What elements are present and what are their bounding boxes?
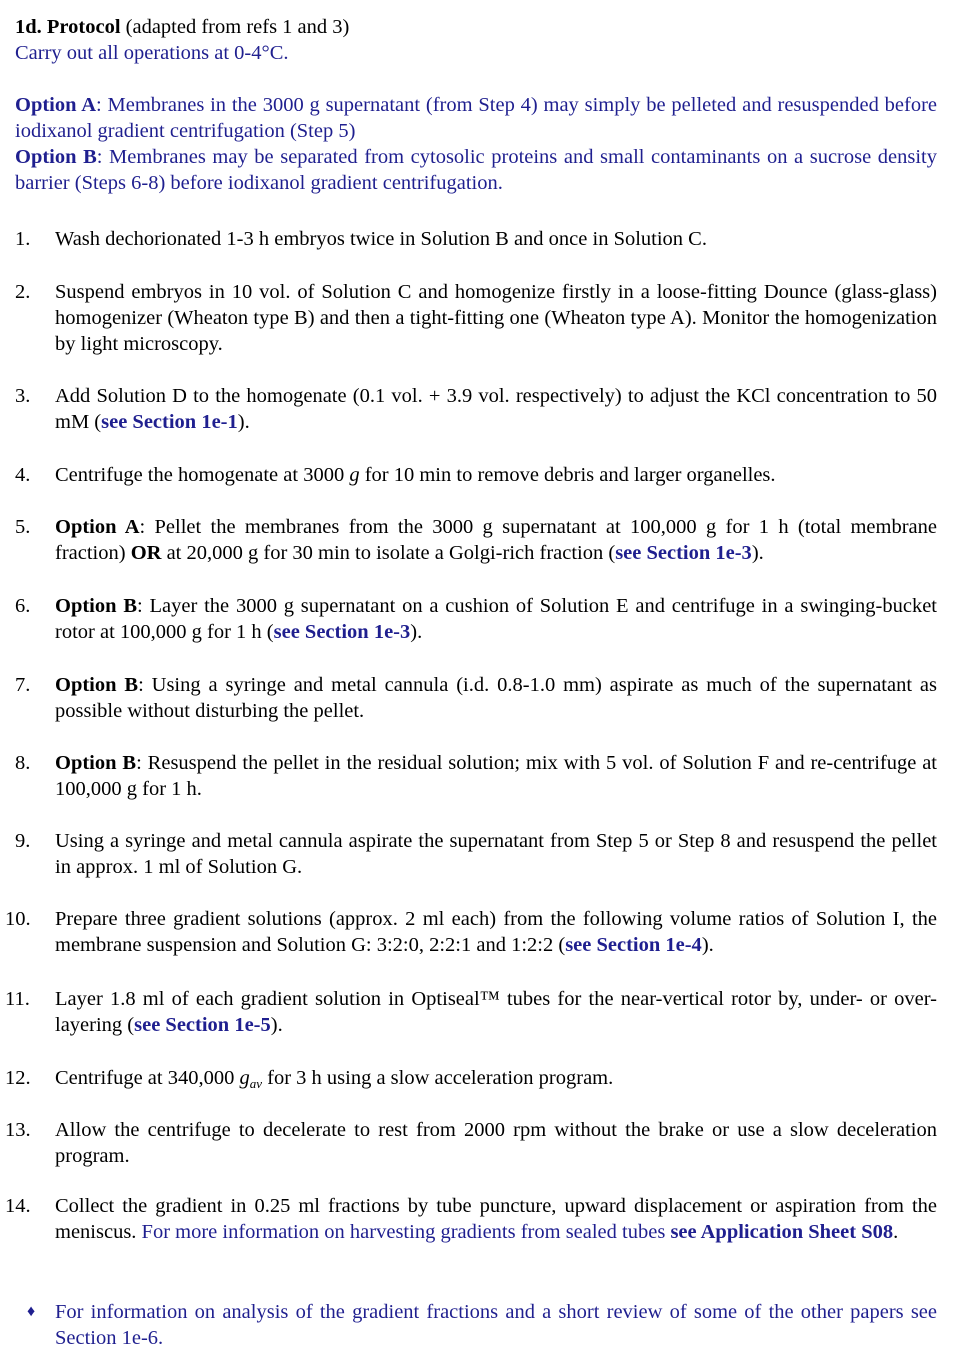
step-text: Layer 1.8 ml of each gradient solution in Optiseal™ tubes for the near-vertical rotor by, under- or over-layering (see Section 1e-5). <box>55 988 937 1036</box>
step-text: Option A: Pellet the membranes from the 3000 g supernatant at 100,000 g for 1 h (total membrane fraction) OR at 20,000 g for 30 min to isolate a Golgi-rich fraction (see Section 1e-3). <box>55 516 937 564</box>
step-number: 4. <box>15 464 31 486</box>
temperature-note: Carry out all operations at 0-4°C. <box>15 42 289 64</box>
step-number: 3. <box>15 385 31 407</box>
option-a-text: : Membranes in the 3000 g supernatant (from Step 4) may simply be pelleted and resuspended before iodixanol gradient centrifugation (Step 5) <box>15 94 937 142</box>
step-text: Allow the centrifuge to decelerate to rest from 2000 rpm without the brake or use a slow deceleration program. <box>55 1119 937 1167</box>
bullet-text: For information on analysis of the gradient fractions and a short review of some of the other papers see Section 1e-6. <box>55 1301 937 1349</box>
option-label: Option B <box>55 752 137 774</box>
step-number: 1. <box>15 228 31 250</box>
step-text: Option B: Resuspend the pellet in the residual solution; mix with 5 vol. of Solution F and re-centrifuge at 100,000 g for 1 h. <box>55 752 937 800</box>
diamond-bullet-icon: ♦ <box>27 1303 36 1320</box>
option-label: Option A <box>55 516 140 538</box>
step-number: 7. <box>15 674 31 696</box>
application-sheet-link[interactable]: see Application Sheet S08 <box>670 1221 894 1243</box>
step-text: Collect the gradient in 0.25 ml fractions by tube puncture, upward displacement or aspiration from the meniscus. For more information on harvesting gradients from sealed tubes see Application Sheet S08. <box>55 1195 937 1243</box>
option-b-label: Option B <box>15 146 97 168</box>
step-text: Suspend embryos in 10 vol. of Solution C and homogenize firstly in a loose-fitting Dounce (glass-glass) homogenizer (Wheaton type B) and then a tight-fitting one (Wheaton type A). Monitor the homogenization by light microscopy. <box>55 281 937 355</box>
step-text: Add Solution D to the homogenate (0.1 vol. + 3.9 vol. respectively) to adjust the KCl concentration to 50 mM (see Section 1e-1). <box>55 385 937 433</box>
section-link[interactable]: see Section 1e-3 <box>273 621 411 643</box>
section-link[interactable]: see Section 1e-3 <box>615 542 752 564</box>
option-a-label: Option A <box>15 94 97 116</box>
step-text: Option B: Layer the 3000 g supernatant on a cushion of Solution E and centrifuge in a swinging-bucket rotor at 100,000 g for 1 h (see Section 1e-3). <box>55 595 937 643</box>
options-block <box>15 92 937 196</box>
step-number: 11. <box>5 988 30 1010</box>
step-number: 6. <box>15 595 31 617</box>
option-b-text: : Membranes may be separated from cytosolic proteins and small contaminants on a sucrose density barrier (Steps 6-8) before iodixanol gradient centrifugation. <box>15 146 937 194</box>
step-text: Centrifuge at 340,000 $g_{av}$ for 3 h using a slow acceleration program. <box>55 1067 614 1091</box>
step-number: 13. <box>5 1119 31 1141</box>
step-text: Centrifuge the homogenate at 3000 g for 10 min to remove debris and larger organelles. <box>55 464 776 486</box>
step-number: 2. <box>15 281 31 303</box>
step-text: Using a syringe and metal cannula aspirate the supernatant from Step 5 or Step 8 and resuspend the pellet in approx. 1 ml of Solution G. <box>55 830 937 878</box>
step-text: Wash dechorionated 1-3 h embryos twice in Solution B and once in Solution C. <box>55 228 707 250</box>
step-number: 14. <box>5 1195 31 1217</box>
section-link[interactable]: see Section 1e-5 <box>134 1014 271 1036</box>
section-link[interactable]: see Section 1e-4 <box>565 934 702 956</box>
option-label: Option B <box>55 595 137 617</box>
step-number: 10. <box>5 908 31 930</box>
heading-number: 1d. Protocol <box>15 16 121 38</box>
option-label: Option B <box>55 674 139 696</box>
step-number: 8. <box>15 752 31 774</box>
section-heading <box>15 14 937 40</box>
option-b-paragraph <box>15 144 937 196</box>
protocol-page <box>15 14 937 196</box>
step-text: Prepare three gradient solutions (approx. 2 ml each) from the following volume ratios of Solution I, the membrane suspension and Solution G: 3:2:0, 2:2:1 and 1:2:2 (see Section 1e-4). <box>55 908 937 956</box>
step-number: 5. <box>15 516 31 538</box>
section-link[interactable]: see Section 1e-1 <box>101 411 238 433</box>
step-number: 9. <box>15 830 31 852</box>
heading-note: (adapted from refs 1 and 3) <box>125 16 350 38</box>
step-text: Option B: Using a syringe and metal cannula (i.d. 0.8-1.0 mm) aspirate as much of the supernatant as possible without disturbing the pellet. <box>55 674 937 722</box>
step-number: 12. <box>5 1067 31 1089</box>
option-a-paragraph <box>15 92 937 144</box>
